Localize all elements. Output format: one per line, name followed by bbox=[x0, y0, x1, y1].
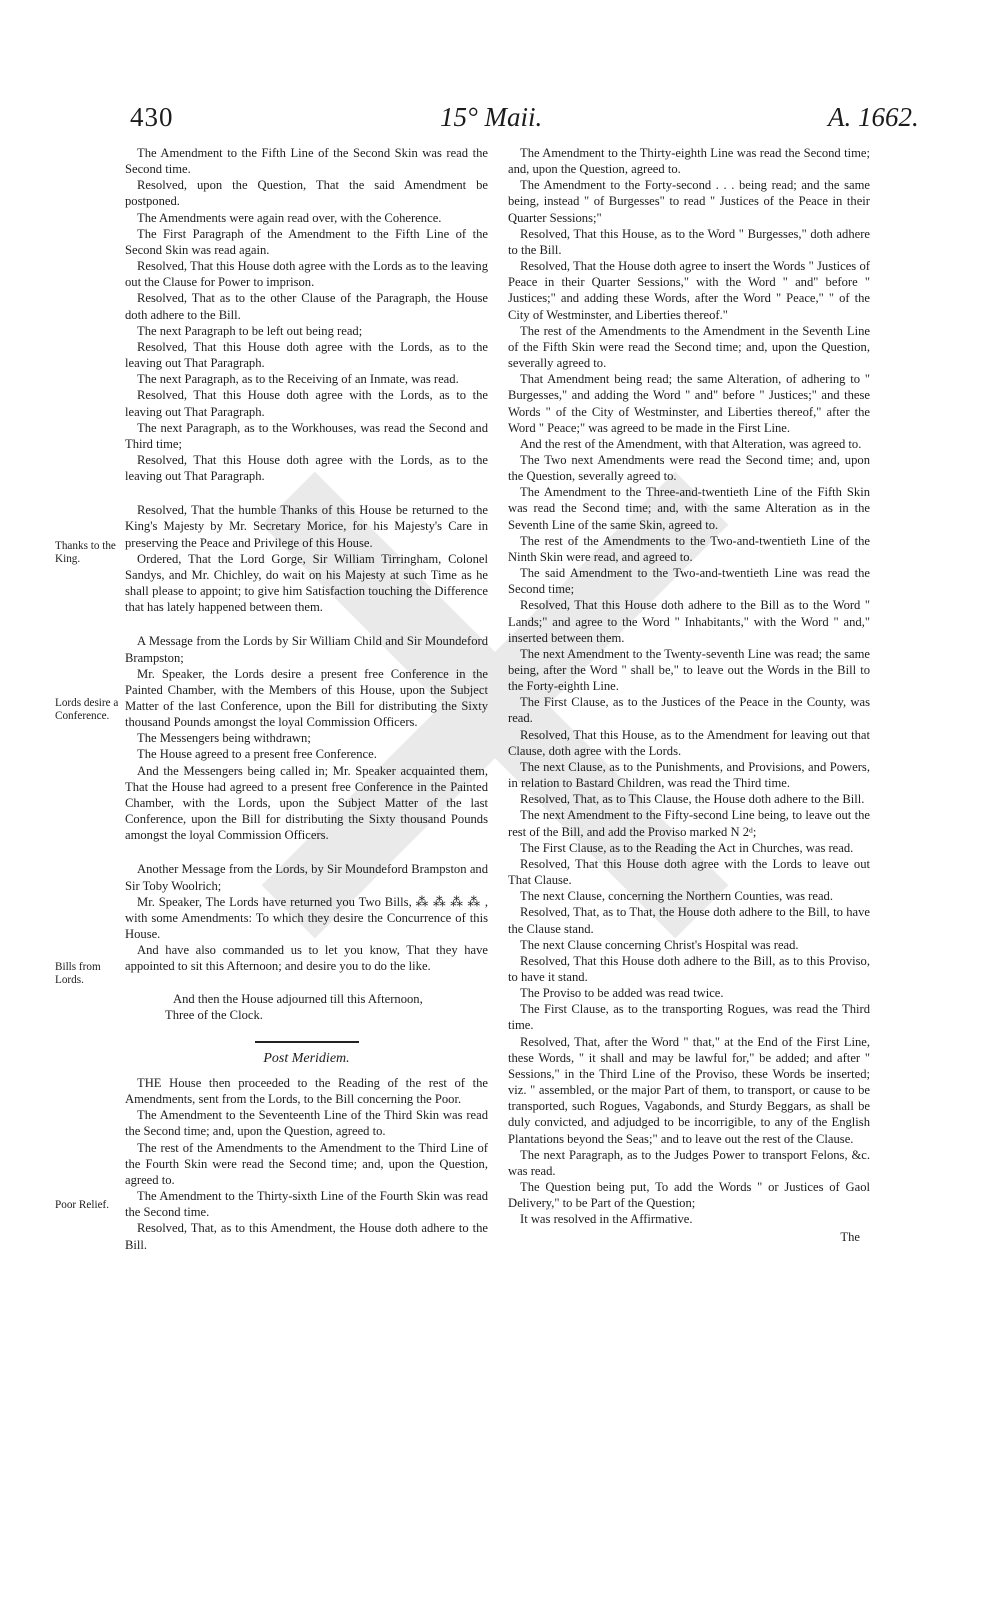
margin-note-poor-relief: Poor Relief. bbox=[55, 1199, 110, 1211]
paragraph: The next Paragraph, as to the Judges Power to transport Felons, &c. was read. bbox=[508, 1147, 870, 1178]
paragraph: The Amendment to the Thirty-eighth Line was read the Second time; and, upon the Question, agreed to. bbox=[508, 146, 870, 177]
paragraph: The First Paragraph of the Amendment to the Fifth Line of the Second Skin was read again. bbox=[125, 226, 488, 257]
paragraph: Resolved, That, after the Word " that," at the End of the First Line, these Words, " it shall and may be lawful for," be added; and after " Sessions," in the Third Line of the Proviso, these Words be inserted; viz. " assembled, or the major Part of them, to transport, or cause to be transported, such Rogues, Vagabonds, and Sturdy Beggars, as shall be duly convicted, and adjudged to be incorrigible, to any of the English Plantations beyond the Seas;" and to leave out the rest of the Clause. bbox=[508, 1034, 870, 1146]
paragraph: Resolved, That the House doth agree to insert the Words " Justices of Peace in their Quarter Sessions," with the Word " and" before " Justices;" and adding these Words, after the Word " Peace," " of the City of Westminster, and Liberties thereof." bbox=[508, 259, 870, 322]
paragraph: Resolved, upon the Question, That the said Amendment be postponed. bbox=[125, 178, 488, 209]
paragraph: Resolved, That, as to That, the House doth adhere to the Bill, to have the Clause stand. bbox=[508, 905, 870, 936]
paragraph: And have also commanded us to let you know, That they have appointed to sit this Afternoon; and desire you to do the like. bbox=[125, 943, 488, 974]
paragraph: Resolved, That this House, as to the Word " Burgesses," doth adhere to the Bill. bbox=[508, 226, 870, 257]
left-column bbox=[125, 145, 488, 1253]
page-header bbox=[0, 102, 992, 142]
paragraph: The next Clause concerning Christ's Hospital was read. bbox=[520, 937, 799, 952]
paragraph: The rest of the Amendments to the Amendment in the Seventh Line of the Fifth Skin were read the Second time; and, upon the Question, severally agreed to. bbox=[508, 323, 870, 371]
paragraph: Resolved, That, as to This Clause, the House doth adhere to the Bill. bbox=[520, 792, 865, 807]
paragraph: The Amendment to the Fifth Line of the Second Skin was read the Second time. bbox=[125, 146, 488, 177]
paragraph: Ordered, That the Lord Gorge, Sir William Tirringham, Colonel Sandys, and Mr. Chichley, do wait on his Majesty at such Time as he shall please to appoint; to give him Satisfaction touching the Difference that has lately happened between them. bbox=[125, 551, 488, 615]
paragraph: The Amendment to the Thirty-sixth Line of the Fourth Skin was read the Second time. bbox=[125, 1189, 488, 1220]
page-number: 430 bbox=[130, 102, 174, 132]
paragraph: It was resolved in the Affirmative. bbox=[520, 1212, 693, 1227]
paragraph: The next Amendment to the Twenty-seventh Line was read; the same being, after the Word " shall be," to leave out the Words in the Bill to the Forty-eighth Line. bbox=[508, 646, 870, 694]
catchword: The bbox=[840, 1230, 860, 1245]
paragraph: And the rest of the Amendment, with that Alteration, was agreed to. bbox=[520, 436, 862, 451]
paragraph: The next Paragraph, as to the Workhouses, was read the Second and Third time; bbox=[125, 420, 488, 451]
paragraph: The Two next Amendments were read the Second time; and, upon the Question, severally agreed to. bbox=[508, 452, 870, 484]
paragraph: The rest of the Amendments to the Two-and-twentieth Line of the Ninth Skin were read, and agreed to. bbox=[508, 533, 870, 564]
paragraph: The House agreed to a present free Conference. bbox=[137, 747, 377, 762]
paragraph: Resolved, That this House doth adhere to the Bill, as to this Proviso, to have it stand. bbox=[508, 953, 870, 984]
paragraph: The First Clause, as to the Reading the Act in Churches, was read. bbox=[520, 840, 854, 855]
paragraph: Mr. Speaker, The Lords have returned you Two Bills, ⁂ ⁂ ⁂ ⁂ , with some Amendments: To which they desire the Concurrence of this House. bbox=[125, 894, 488, 942]
paragraph: The said Amendment to the Two-and-twentieth Line was read the Second time; bbox=[508, 566, 870, 597]
paragraph: The Messengers being withdrawn; bbox=[137, 731, 311, 746]
adjournment-time: Three of the Clock. bbox=[165, 1007, 263, 1022]
paragraph: Resolved, That, as to this Amendment, the House doth adhere to the Bill. bbox=[125, 1221, 488, 1252]
paragraph: Another Message from the Lords, by Sir Moundeford Brampston and Sir Toby Woolrich; bbox=[125, 862, 488, 893]
paragraph: The First Clause, as to the transporting Rogues, was read the Third time. bbox=[508, 1002, 870, 1033]
paragraph: The Amendment to the Three-and-twentieth Line of the Fifth Skin was read the Second time; and, with the same Alteration as in the Seventh Line of the same Skin, agreed to. bbox=[508, 485, 870, 532]
paragraph: The next Clause, concerning the Northern Counties, was read. bbox=[520, 889, 833, 904]
margin-note-lords-conference: Lords desire a Conference. bbox=[55, 697, 119, 722]
paragraph: Resolved, That the humble Thanks of this House be returned to the King's Majesty by Mr. Secretary Morice, for his Majesty's Care in preserving the Peace and Privilege of this House. bbox=[125, 503, 488, 550]
paragraph: The Question being put, To add the Words " or Justices of Gaol Delivery," to be Part of the Question; bbox=[508, 1180, 870, 1211]
paragraph: The next Clause, as to the Punishments, and Provisions, and Powers, in relation to Bastard Children, was read the Third time. bbox=[508, 759, 870, 791]
paragraph: Resolved, That this House doth agree with the Lords as to the leaving out the Clause for Power to imprison. bbox=[125, 259, 488, 290]
paragraph: The next Paragraph to be left out being read; bbox=[137, 323, 363, 338]
paragraph: The next Paragraph, as to the Receiving of an Inmate, was read. bbox=[137, 372, 459, 387]
paragraph: The next Amendment to the Fifty-second Line being, to leave out the rest of the Bill, and add the Proviso marked N 2ᵈ; bbox=[508, 808, 870, 839]
paragraph: Resolved, That this House doth adhere to the Bill as to the Word " Lands;" and agree to the Word " Inhabitants," with the Word " and," inserted between them. bbox=[508, 598, 870, 645]
right-column bbox=[508, 145, 870, 1246]
paragraph: Resolved, That this House doth agree with the Lords, as to the leaving out That Paragraph. bbox=[125, 339, 488, 371]
paragraph: Resolved, That this House doth agree with the Lords, as to the leaving out That Paragraph. bbox=[125, 388, 488, 419]
paragraph: Mr. Speaker, the Lords desire a present free Conference in the Painted Chamber, with the Members of this House, upon the Subject Matter of the last Conference, upon the Bill for distributing the Sixty thousand Pounds amongst the loyal Commission Officers. bbox=[125, 666, 488, 730]
paragraph: The Amendment to the Forty-second . . . being read; and the same being, instead " of Burgesses" to read " Justices of the Peace in their Quarter Sessions;" bbox=[508, 178, 870, 225]
paragraph: The Proviso to be added was read twice. bbox=[520, 986, 724, 1001]
paragraph: Resolved, That as to the other Clause of the Paragraph, the House doth adhere to the Bill. bbox=[125, 291, 488, 322]
paragraph: Resolved, That this House doth agree with the Lords, as to the leaving out That Paragraph. bbox=[125, 452, 488, 484]
margin-note-thanks: Thanks to the King. bbox=[55, 540, 116, 565]
paragraph: The Amendments were again read over, with the Coherence. bbox=[137, 210, 442, 225]
paragraph: That Amendment being read; the same Alteration, of adhering to " Burgesses," and adding the Word " and" before " Justices;" and these Words " of the City of Westminster, and Liberties thereof," after the Word " Peace;" was agreed to be made in the First Line. bbox=[508, 372, 870, 435]
adjournment-line: And then the House adjourned till this Afternoon, bbox=[173, 991, 423, 1006]
page-date: 15° Maii. bbox=[440, 102, 543, 132]
paragraph: The First Clause, as to the Justices of the Peace in the County, was read. bbox=[508, 695, 870, 726]
section-heading: Post Meridiem. bbox=[263, 1050, 350, 1066]
paragraph: The rest of the Amendments to the Amendment to the Third Line of the Fourth Skin were read the Second time; and, upon the Question, agreed to. bbox=[125, 1140, 488, 1187]
page-year: A. 1662. bbox=[828, 102, 919, 132]
paragraph: A Message from the Lords by Sir William Child and Sir Moundeford Brampston; bbox=[125, 634, 488, 665]
section-rule bbox=[255, 1041, 359, 1043]
margin-note-bills-from-lords: Bills from Lords. bbox=[55, 961, 101, 986]
paragraph: The Amendment to the Seventeenth Line of the Third Skin was read the Second time; and, upon the Question, agreed to. bbox=[125, 1108, 488, 1139]
paragraph: Resolved, That this House, as to the Amendment for leaving out that Clause, doth agree with the Lords. bbox=[508, 727, 870, 758]
paragraph: THE House then proceeded to the Reading of the rest of the Amendments, sent from the Lords, to the Bill concerning the Poor. bbox=[125, 1075, 488, 1107]
paragraph: Resolved, That this House doth agree with the Lords to leave out That Clause. bbox=[508, 856, 870, 888]
paragraph: And the Messengers being called in; Mr. Speaker acquainted them, That the House had agreed to a present free Conference in the Painted Chamber, with the Lords, upon the Subject Matter of the last Conference, upon the Bill for distributing the Sixty thousand Pounds amongst the loyal Commission Officers. bbox=[125, 763, 488, 843]
